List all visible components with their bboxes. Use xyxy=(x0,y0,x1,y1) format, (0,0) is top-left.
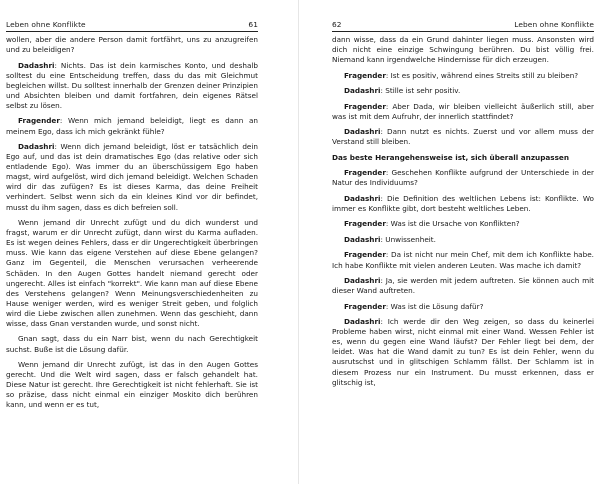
paragraph-text: : Geschehen Konflikte aufgrund der Unterschiede in der Natur des Individuums? xyxy=(332,168,594,188)
speaker-name: Dadashri xyxy=(344,127,381,137)
speaker-name: Fragender xyxy=(344,168,386,178)
paragraph xyxy=(332,168,594,188)
paragraph xyxy=(6,61,258,111)
paragraph-text: : Wenn mich jemand beleidigt, liegt es dann an meinem Ego, dass ich mich gekränkt fühle? xyxy=(6,116,258,136)
section-heading xyxy=(332,153,594,163)
paragraph xyxy=(332,194,594,214)
paragraph-text: : Wenn dich jemand beleidigt, löst er tatsächlich dein Ego auf, und das ist dein dramatisches Ego (das relative oder sich entladende Ego). Was immer du an überschüssigem Ego haben magst, wird aufgelöst, wird dich jemand beleidigt. Welchen Schaden wird dir das zufügen? Es ist dieses Karma, das deine Freiheit verhindert. Selbst wenn sich da ein kleines Kind vor dir befindet, musst du ihm sagen, dass es dich befreien soll. xyxy=(6,142,258,212)
paragraph xyxy=(332,102,594,122)
paragraph xyxy=(6,334,258,354)
speaker-name: Dadashri xyxy=(344,234,381,244)
paragraph xyxy=(332,35,594,65)
speaker-name: Fragender xyxy=(344,301,386,311)
speaker-name: Dadashri xyxy=(344,193,381,203)
paragraph-text: Wenn jemand dir Unrecht zufügt, ist das in den Augen Gottes gerecht. Und die Welt wird sagen, dass er falsch gehandelt hat. Diese Natur ist gerecht. Ihre Gerechtigkeit ist nicht fehlerhaft. Sie ist so präzise, dass nicht einmal ein einziger Moskito dich berühren kann, und wenn er es tut, xyxy=(6,360,258,410)
speaker-name: Dadashri xyxy=(18,142,55,152)
paragraph-text: : Was ist die Ursache von Konflikten? xyxy=(385,219,520,229)
body-text xyxy=(332,35,594,388)
paragraph-text: : Unwissenheit. xyxy=(380,234,436,244)
paragraph xyxy=(332,219,594,229)
speaker-name: Fragender xyxy=(344,219,386,229)
paragraph xyxy=(332,276,594,296)
paragraph xyxy=(332,235,594,245)
paragraph-text: Wenn jemand dir Unrecht zufügt und du dich wunderst und fragst, warum er dir Unrecht zufügt, dann wirst du Karma aufladen. Es ist wegen deines Fehlers, dass er dir Ungerechtigkeit überbringen muss. Wie kann das eigene Verstehen auf diese Ebene gelangen? Ganz im Gegenteil, die Menschen verursachen verheerende Schäden. In den Augen Gottes handelt niemand gerecht oder ungerecht. Alles ist einfach "korrekt". Wie kann man auf diese Ebene des Verstehens gelangen? Wenn Meinungsverschiedenheiten zu Hause weniger werden, wird es weniger Streit geben, und folglich wird die Liebe zwischen allen zunehmen. Wenn das geschieht, dann wisse, dass Gnan verstanden wurde, und sonst nicht. xyxy=(6,218,258,328)
paragraph xyxy=(6,218,258,329)
left-page xyxy=(0,0,299,484)
speaker-name: Dadashri xyxy=(18,60,55,70)
speaker-name: Dadashri xyxy=(344,86,381,96)
page-number: 61 xyxy=(248,20,258,29)
page-header xyxy=(6,0,292,29)
paragraph-text: Gnan sagt, dass du ein Narr bist, wenn du nach Gerechtigkeit suchst. Buße ist die Lösung dafür. xyxy=(6,334,258,354)
paragraph xyxy=(6,116,258,136)
paragraph xyxy=(332,250,594,270)
page-header xyxy=(332,0,594,29)
paragraph xyxy=(332,86,594,96)
page-number: 62 xyxy=(332,20,342,29)
paragraph-text: : Dann nutzt es nichts. Zuerst und vor allem muss der Verstand still bleiben. xyxy=(332,127,594,147)
paragraph-text: : Nichts. Das ist dein karmisches Konto, und deshalb solltest du eine Entscheidung treffen, dass du das mit Gleichmut begleichen willst. Du solltest innerhalb der Grenzen deiner Prinzipien und Absichten bleiben und damit fortfahren, dein eigenes Rätsel selbst zu lösen. xyxy=(6,60,258,110)
paragraph-text: : Die Definition des weltlichen Lebens ist: Konflikte. Wo immer es Konflikte gibt, dort besteht weltliches Leben. xyxy=(332,193,594,213)
paragraph xyxy=(332,71,594,81)
paragraph-text: : Ja, sie werden mit jedem auftreten. Sie können auch mit dieser Wand auftreten. xyxy=(332,275,594,296)
paragraph xyxy=(6,142,258,213)
speaker-name: Fragender xyxy=(18,116,60,126)
paragraph xyxy=(332,317,594,388)
paragraph-text: : Ich werde dir den Weg zeigen, so dass du keinerlei Probleme haben wirst, nicht einmal mit einer Wand. Wessen Fehler ist es, wenn du gegen eine Wand läufst? Der Fehler liegt bei dem, der leidet. Was hat die Wand damit zu tun? Es ist dein Fehler, wenn du ausrutschst und in glitschigen Schlamm fällst. Der Schlamm ist in diesem Prozess nur ein Instrument. Du musst erkennen, dass er glitschig ist, xyxy=(332,317,594,387)
speaker-name: Dadashri xyxy=(344,317,381,327)
paragraph xyxy=(6,360,258,410)
header-rule xyxy=(332,31,594,32)
speaker-name: Dadashri xyxy=(344,275,381,285)
right-page xyxy=(299,0,598,484)
header-rule xyxy=(6,31,258,32)
running-title: Leben ohne Konflikte xyxy=(514,20,594,29)
paragraph-text: : Ist es positiv, während eines Streits still zu bleiben? xyxy=(385,70,579,80)
paragraph-text: : Da ist nicht nur mein Chef, mit dem ich Konflikte habe. Ich habe Konflikte mit vielen anderen Leuten. Was mache ich damit? xyxy=(332,250,594,270)
paragraph xyxy=(6,35,258,55)
paragraph-text: dann wisse, dass da ein Grund dahinter liegen muss. Ansonsten wird dich nicht eine einzige Schwingung berühren. Du bist völlig frei. Niemand kann irgendwelche Hindernisse für dich erzeugen. xyxy=(332,35,594,65)
paragraph-text: wollen, aber die andere Person damit fortfährt, uns zu anzugreifen und zu beleidigen? xyxy=(6,35,258,55)
running-title: Leben ohne Konflikte xyxy=(6,20,86,29)
speaker-name: Fragender xyxy=(344,70,386,80)
speaker-name: Fragender xyxy=(344,101,386,111)
paragraph-text: : Aber Dada, wir bleiben vielleicht äußerlich still, aber was ist mit dem Aufruhr, der innerlich stattfindet? xyxy=(332,101,594,121)
paragraph-text: : Was ist die Lösung dafür? xyxy=(385,301,484,311)
paragraph-text: Das beste Herangehensweise ist, sich überall anzupassen xyxy=(332,152,569,162)
paragraph xyxy=(332,302,594,312)
paragraph xyxy=(332,127,594,147)
speaker-name: Fragender xyxy=(344,250,386,260)
body-text xyxy=(6,35,292,411)
paragraph-text: : Stille ist sehr positiv. xyxy=(380,86,461,96)
